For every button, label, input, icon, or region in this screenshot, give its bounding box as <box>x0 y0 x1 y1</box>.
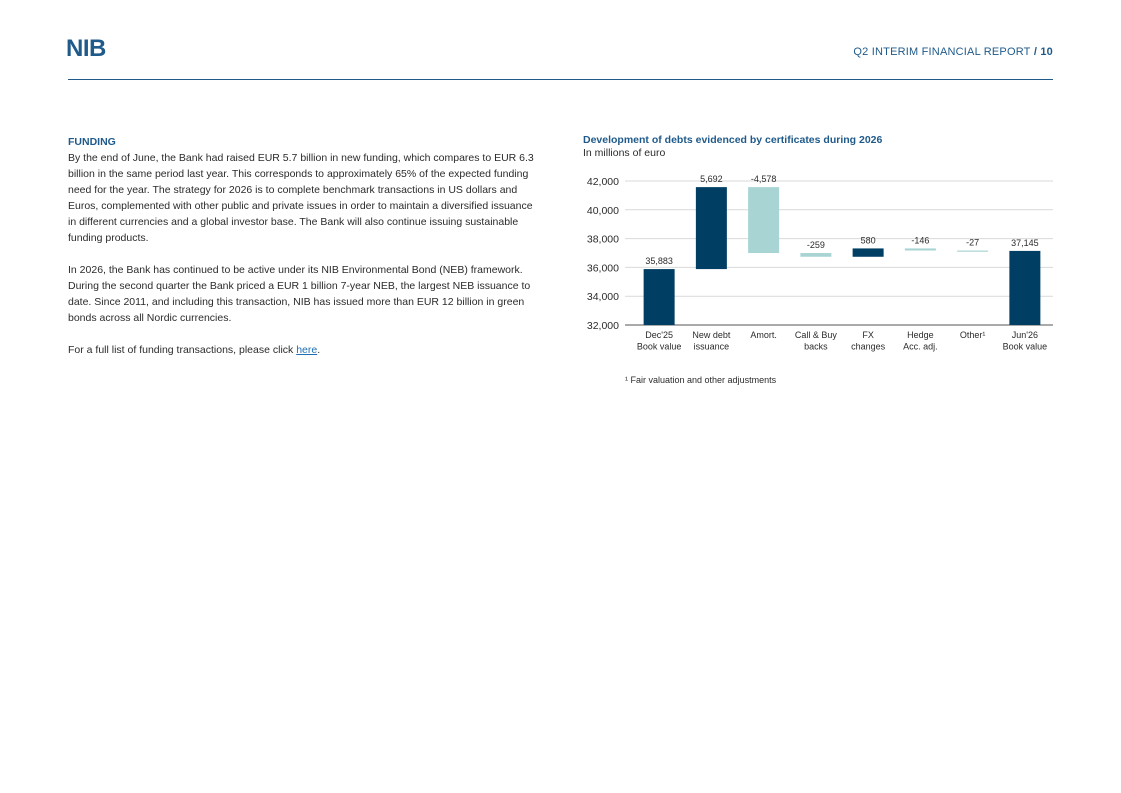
x-tick-label: Call & Buy <box>794 330 837 340</box>
y-tick-label: 38,000 <box>586 233 619 246</box>
bar <box>957 251 988 252</box>
x-tick-label: Book value <box>636 341 682 352</box>
data-label: 5,692 <box>700 174 723 185</box>
section-heading: FUNDING <box>68 136 116 148</box>
nib-logo <box>66 35 106 63</box>
bar <box>1009 251 1040 325</box>
bar <box>644 269 675 325</box>
x-tick-label: Book value <box>1002 341 1048 352</box>
data-label: 37,145 <box>1011 237 1039 248</box>
data-label: -146 <box>911 235 930 246</box>
data-label: -4,578 <box>750 174 777 185</box>
paragraph-2: In 2026, the Bank has continued to be active under its NIB Environmental Bond (NEB) framework. During the second quarter the Bank priced a EUR 1 billion 7-year NEB, the largest NEB issuance to date. Since 2011, and including this transaction, NIB has issued more than EUR 12 billion in green bonds across all Nordic currencies. <box>68 264 531 324</box>
paragraph-1: By the end of June, the Bank had raised EUR 5.7 billion in new funding, which compares to EUR 6.3 billion in the same period last year. This corresponds to approximately 65% of the expected funding need for the year. The strategy for 2026 is to complete benchmark transactions in US dollars and Euros, complemented with other public and private issues in order to maintain a diversified issuance in different currencies and a global investor base. The Bank will also continue issuing sustainable funding products. <box>68 152 534 244</box>
waterfall-chart <box>583 164 1055 394</box>
x-tick-label: New debt <box>692 330 731 340</box>
bar <box>853 248 884 256</box>
y-tick-label: 40,000 <box>586 204 619 217</box>
chart-footnote: ¹ Fair valuation and other adjustments <box>625 375 777 385</box>
bar <box>748 187 779 253</box>
data-label: 35,883 <box>645 256 673 267</box>
page-separator: / <box>1030 46 1041 58</box>
funding-transactions-link[interactable]: here <box>296 344 318 356</box>
data-label: -27 <box>966 237 980 248</box>
debt-chart <box>583 134 1055 394</box>
x-tick-label: FX <box>862 330 874 340</box>
x-tick-label: changes <box>851 341 886 352</box>
x-tick-label: Other¹ <box>959 330 986 340</box>
y-tick-label: 42,000 <box>586 176 619 188</box>
y-tick-label: 34,000 <box>586 291 619 304</box>
x-tick-label: Amort. <box>750 330 777 340</box>
x-tick-label: Hedge <box>907 330 934 340</box>
data-label: -259 <box>806 240 825 251</box>
chart-title: Development of debts evidenced by certificates during 2026 <box>583 134 883 146</box>
bar <box>905 248 936 250</box>
paragraph-3 <box>68 342 538 358</box>
x-tick-label: issuance <box>693 341 730 352</box>
x-tick-label: Dec'25 <box>645 330 673 340</box>
header-divider <box>68 79 1053 80</box>
data-label: 580 <box>860 235 876 246</box>
bar <box>800 253 831 257</box>
chart-subtitle: In millions of euro <box>583 147 666 159</box>
y-tick-label: 36,000 <box>586 262 619 275</box>
x-tick-label: Acc. adj. <box>903 341 938 352</box>
logo-text: NIB <box>66 35 106 62</box>
x-tick-label: Jun'26 <box>1011 330 1038 340</box>
report-header <box>853 46 1053 58</box>
report-title: Q2 INTERIM FINANCIAL REPORT <box>853 46 1031 58</box>
x-tick-label: backs <box>804 341 828 352</box>
page-number: 10 <box>1040 46 1053 58</box>
y-tick-label: 32,000 <box>586 320 619 332</box>
paragraph-3-text: For a full list of funding transactions, please click <box>68 344 297 356</box>
bar <box>696 187 727 269</box>
paragraph-3-end: . <box>317 344 321 356</box>
funding-section <box>68 134 538 374</box>
